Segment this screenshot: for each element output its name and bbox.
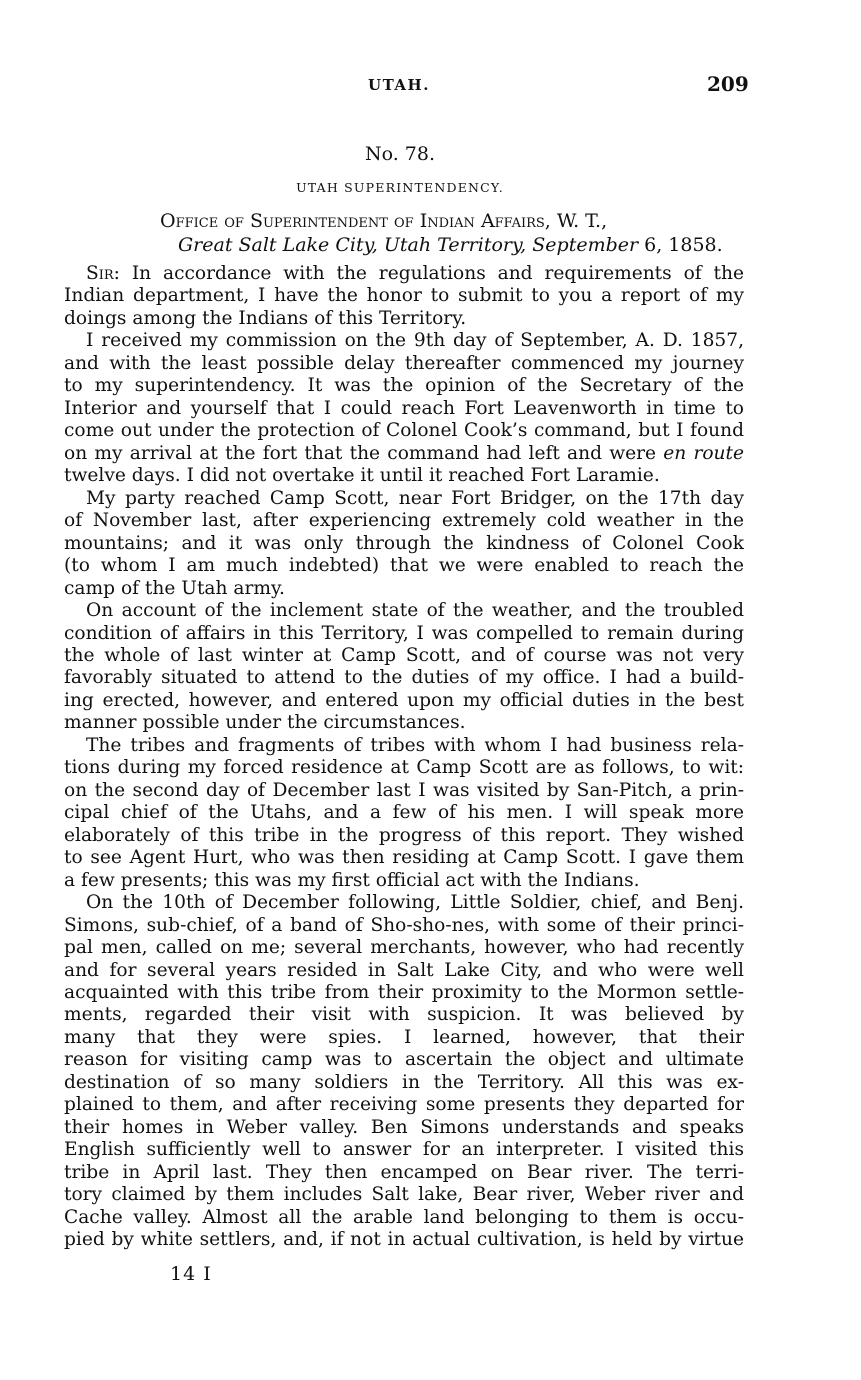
text-line: tory claimed by them includes Salt lake, Bear river, Weber river and — [64, 1184, 744, 1206]
text-line: (to whom I am much indebted) that we were enabled to reach the — [64, 555, 744, 577]
text-line: cipal chief of the Utahs, and a few of his men. I will speak more — [64, 802, 744, 824]
text-line: acquainted with this tribe from their proximity to the Mormon settle- — [64, 982, 744, 1003]
text-line: manner possible under the circumstances. — [64, 712, 466, 734]
italic-phrase: en route — [663, 442, 744, 464]
text-line: plained to them, and after receiving some presents they departed for — [64, 1094, 744, 1116]
text-line: a few presents; this was my first official act with the Indians. — [64, 869, 640, 891]
text-line: ments, regarded their visit with suspicion. It was believed by — [64, 1004, 744, 1026]
text-line: On account of the inclement state of the weather, and the troubled — [86, 600, 744, 622]
text-line: Indian department, I have the honor to submit to you a report of my — [64, 285, 744, 307]
text-line: favorably situated to attend to the duties of my office. I had a build- — [64, 667, 744, 689]
signature-mark: 14 I — [170, 1263, 212, 1285]
text-line: pied by white settlers, and, if not in actual cultivation, is held by virtue — [64, 1229, 744, 1251]
text-line: Cache valley. Almost all the arable land belonging to them is occu- — [64, 1206, 744, 1228]
text-line: elaborately of this tribe in the progress of this report. They wished — [64, 824, 744, 846]
letter-body — [64, 263, 744, 1252]
heading-date: 6, 1858. — [638, 234, 723, 256]
text-line: to my superintendency. It was the opinion of the Secretary of the — [64, 375, 744, 397]
text-line: tribe in April last. They then encamped on Bear river. The terri- — [64, 1161, 744, 1183]
text-line: their homes in Weber valley. Ben Simons understands and speaks — [64, 1116, 744, 1138]
text-line: pal men, called on me; several merchants, however, who had recently — [64, 937, 744, 959]
text-line: reason for visiting camp was to ascertain the object and ultimate — [64, 1049, 744, 1071]
text-line: and with the least possible delay thereafter commenced my journey — [64, 352, 744, 374]
text-line: Sir: In accordance with the regulations and requirements of the — [86, 263, 744, 284]
letter-heading-office: Office of Superintendent of Indian Affairs, W. T., — [160, 210, 608, 232]
heading-place: Great Salt Lake City, Utah Territory, September — [178, 234, 639, 256]
text-line: on my arrival at the fort that the command had left and were en route — [64, 442, 744, 464]
salutation: Sir — [86, 263, 114, 284]
text-line: mountains; and it was only through the kindness of Colonel Cook — [64, 532, 744, 554]
letter-heading-place-date — [178, 234, 723, 256]
text-line: to see Agent Hurt, who was then residing at Camp Scott. I gave them — [64, 847, 744, 869]
text-line: on the second day of December last I was visited by San-Pitch, a prin- — [64, 779, 744, 801]
running-head: UTAH. — [368, 76, 430, 94]
text-line: doings among the Indians of this Territory. — [64, 307, 467, 329]
text-line: twelve days. I did not overtake it until it reached Fort Laramie. — [64, 465, 660, 487]
text-line: the whole of last winter at Camp Scott, and of course was not very — [64, 644, 744, 666]
text-line: On the 10th of December following, Little Soldier, chief, and Benj. — [86, 892, 744, 914]
text-line: camp of the Utah army. — [64, 577, 285, 599]
document-number: No. 78. — [364, 143, 436, 165]
page-number: 209 — [707, 72, 749, 96]
text-line: English sufficiently well to answer for an interpreter. I visited this — [64, 1139, 744, 1161]
text-line: many that they were spies. I learned, however, that their — [64, 1026, 744, 1048]
text-line: of November last, after experiencing extremely cold weather in the — [64, 510, 744, 532]
text-line: The tribes and fragments of tribes with whom I had business rela- — [86, 734, 744, 756]
text-line: Interior and yourself that I could reach Fort Leavenworth in time to — [64, 397, 744, 419]
text-line: I received my commission on the 9th day of September, A. D. 1857, — [86, 330, 744, 352]
text-line: destination of so many soldiers in the Territory. All this was ex- — [64, 1071, 744, 1093]
text-line: come out under the protection of Colonel Cook’s command, but I found — [64, 420, 744, 442]
text-line: My party reached Camp Scott, near Fort Bridger, on the 17th day — [86, 487, 744, 509]
section-title: UTAH SUPERINTENDENCY. — [296, 180, 504, 195]
text-line: condition of affairs in this Territory, I was compelled to remain during — [64, 622, 744, 644]
text-line: tions during my forced residence at Camp Scott are as follows, to wit: — [64, 757, 744, 779]
text-line: and for several years resided in Salt Lake City, and who were well — [64, 959, 744, 981]
text-line: Simons, sub-chief, of a band of Sho-sho-nes, with some of their princi- — [64, 914, 744, 936]
text-line: ing erected, however, and entered upon my official duties in the best — [64, 689, 744, 711]
